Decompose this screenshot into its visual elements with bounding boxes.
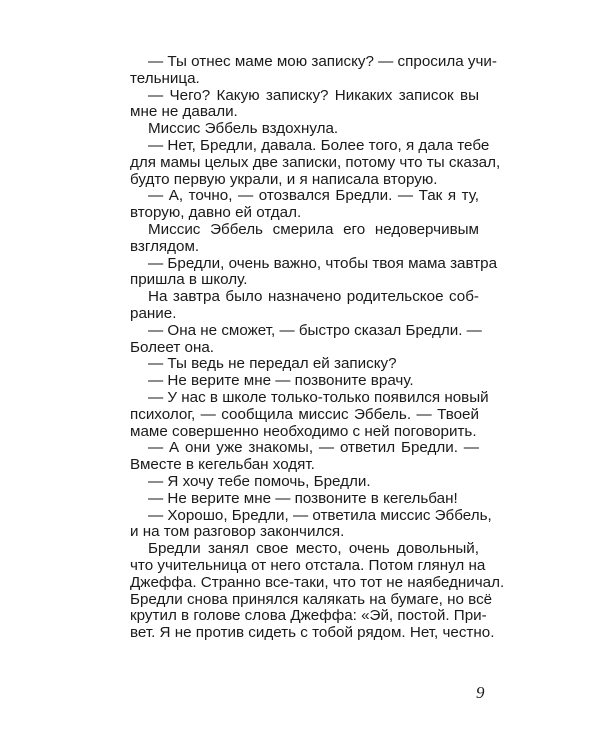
text-line: вет. Я не против сидеть с тобой рядом. Нет, честно. (130, 624, 495, 642)
text-line: — Она не сможет, — быстро сказал Бредли. — (148, 321, 482, 339)
text-line: — Нет, Бредли, давала. Более того, я дала тебе (148, 136, 490, 154)
text-line: — У нас в школе только-только появился новый (148, 388, 489, 406)
text-line: что учительница от него отстала. Потом глянул на (130, 556, 486, 574)
text-line: Вместе в кегельбан ходят. (130, 456, 315, 474)
text-line: — Ты ведь не передал ей записку? (148, 355, 397, 373)
text-line: — А они уже знакомы, — ответил Бредли. — (148, 439, 479, 457)
text-line: крутил в голове слова Джеффа: «Эй, постой. При- (130, 607, 487, 625)
body-text (130, 53, 505, 642)
text-line: Бредли снова принялся калякать на бумаге, но всё (130, 590, 493, 608)
text-line: Миссис Эббель смерила его недоверчивым (148, 220, 479, 238)
text-line: рание. (130, 304, 177, 322)
text-line: На завтра было назначено родительское соб- (148, 288, 479, 306)
text-line: для мамы целых две записки, потому что ты сказал, (130, 153, 501, 171)
text-line: — Не верите мне — позвоните в кегельбан! (148, 489, 458, 507)
text-line: тельница. (130, 69, 200, 87)
text-line: — Ты отнес маме мою записку? — спросила учи- (148, 53, 497, 70)
text-line: пришла в школу. (130, 271, 248, 289)
text-line: Бредли занял свое место, очень довольный, (148, 540, 479, 558)
text-line: — Не верите мне — позвоните врачу. (148, 372, 414, 390)
page-number: 9 (476, 683, 485, 702)
text-line: вторую, давно ей отдал. (130, 204, 302, 222)
text-line: взглядом. (130, 237, 200, 255)
text-line: и на том разговор закончился. (130, 523, 345, 541)
text-line: — Чего? Какую записку? Никаких записок вы (148, 86, 479, 104)
text-line: психолог, — сообщила миссис Эббель. — Твоей (130, 405, 479, 423)
text-line: — Бредли, очень важно, чтобы твоя мама завтра (148, 254, 498, 272)
text-line: будто первую украли, и я написала вторую. (130, 170, 438, 188)
text-line: маме совершенно необходимо с ней поговорить. (130, 422, 477, 440)
text-line: — Хорошо, Бредли, — ответила миссис Эббель, (148, 506, 492, 524)
text-line: — Я хочу тебе помочь, Бредли. (148, 472, 371, 490)
text-line: Миссис Эббель вздохнула. (148, 120, 339, 138)
text-line: Джеффа. Странно все-таки, что тот не наябедничал. (130, 573, 505, 591)
text-line: — А, точно, — отозвался Бредли. — Так я ту, (148, 187, 479, 205)
text-line: Болеет она. (130, 338, 215, 356)
text-line: мне не давали. (130, 103, 238, 121)
